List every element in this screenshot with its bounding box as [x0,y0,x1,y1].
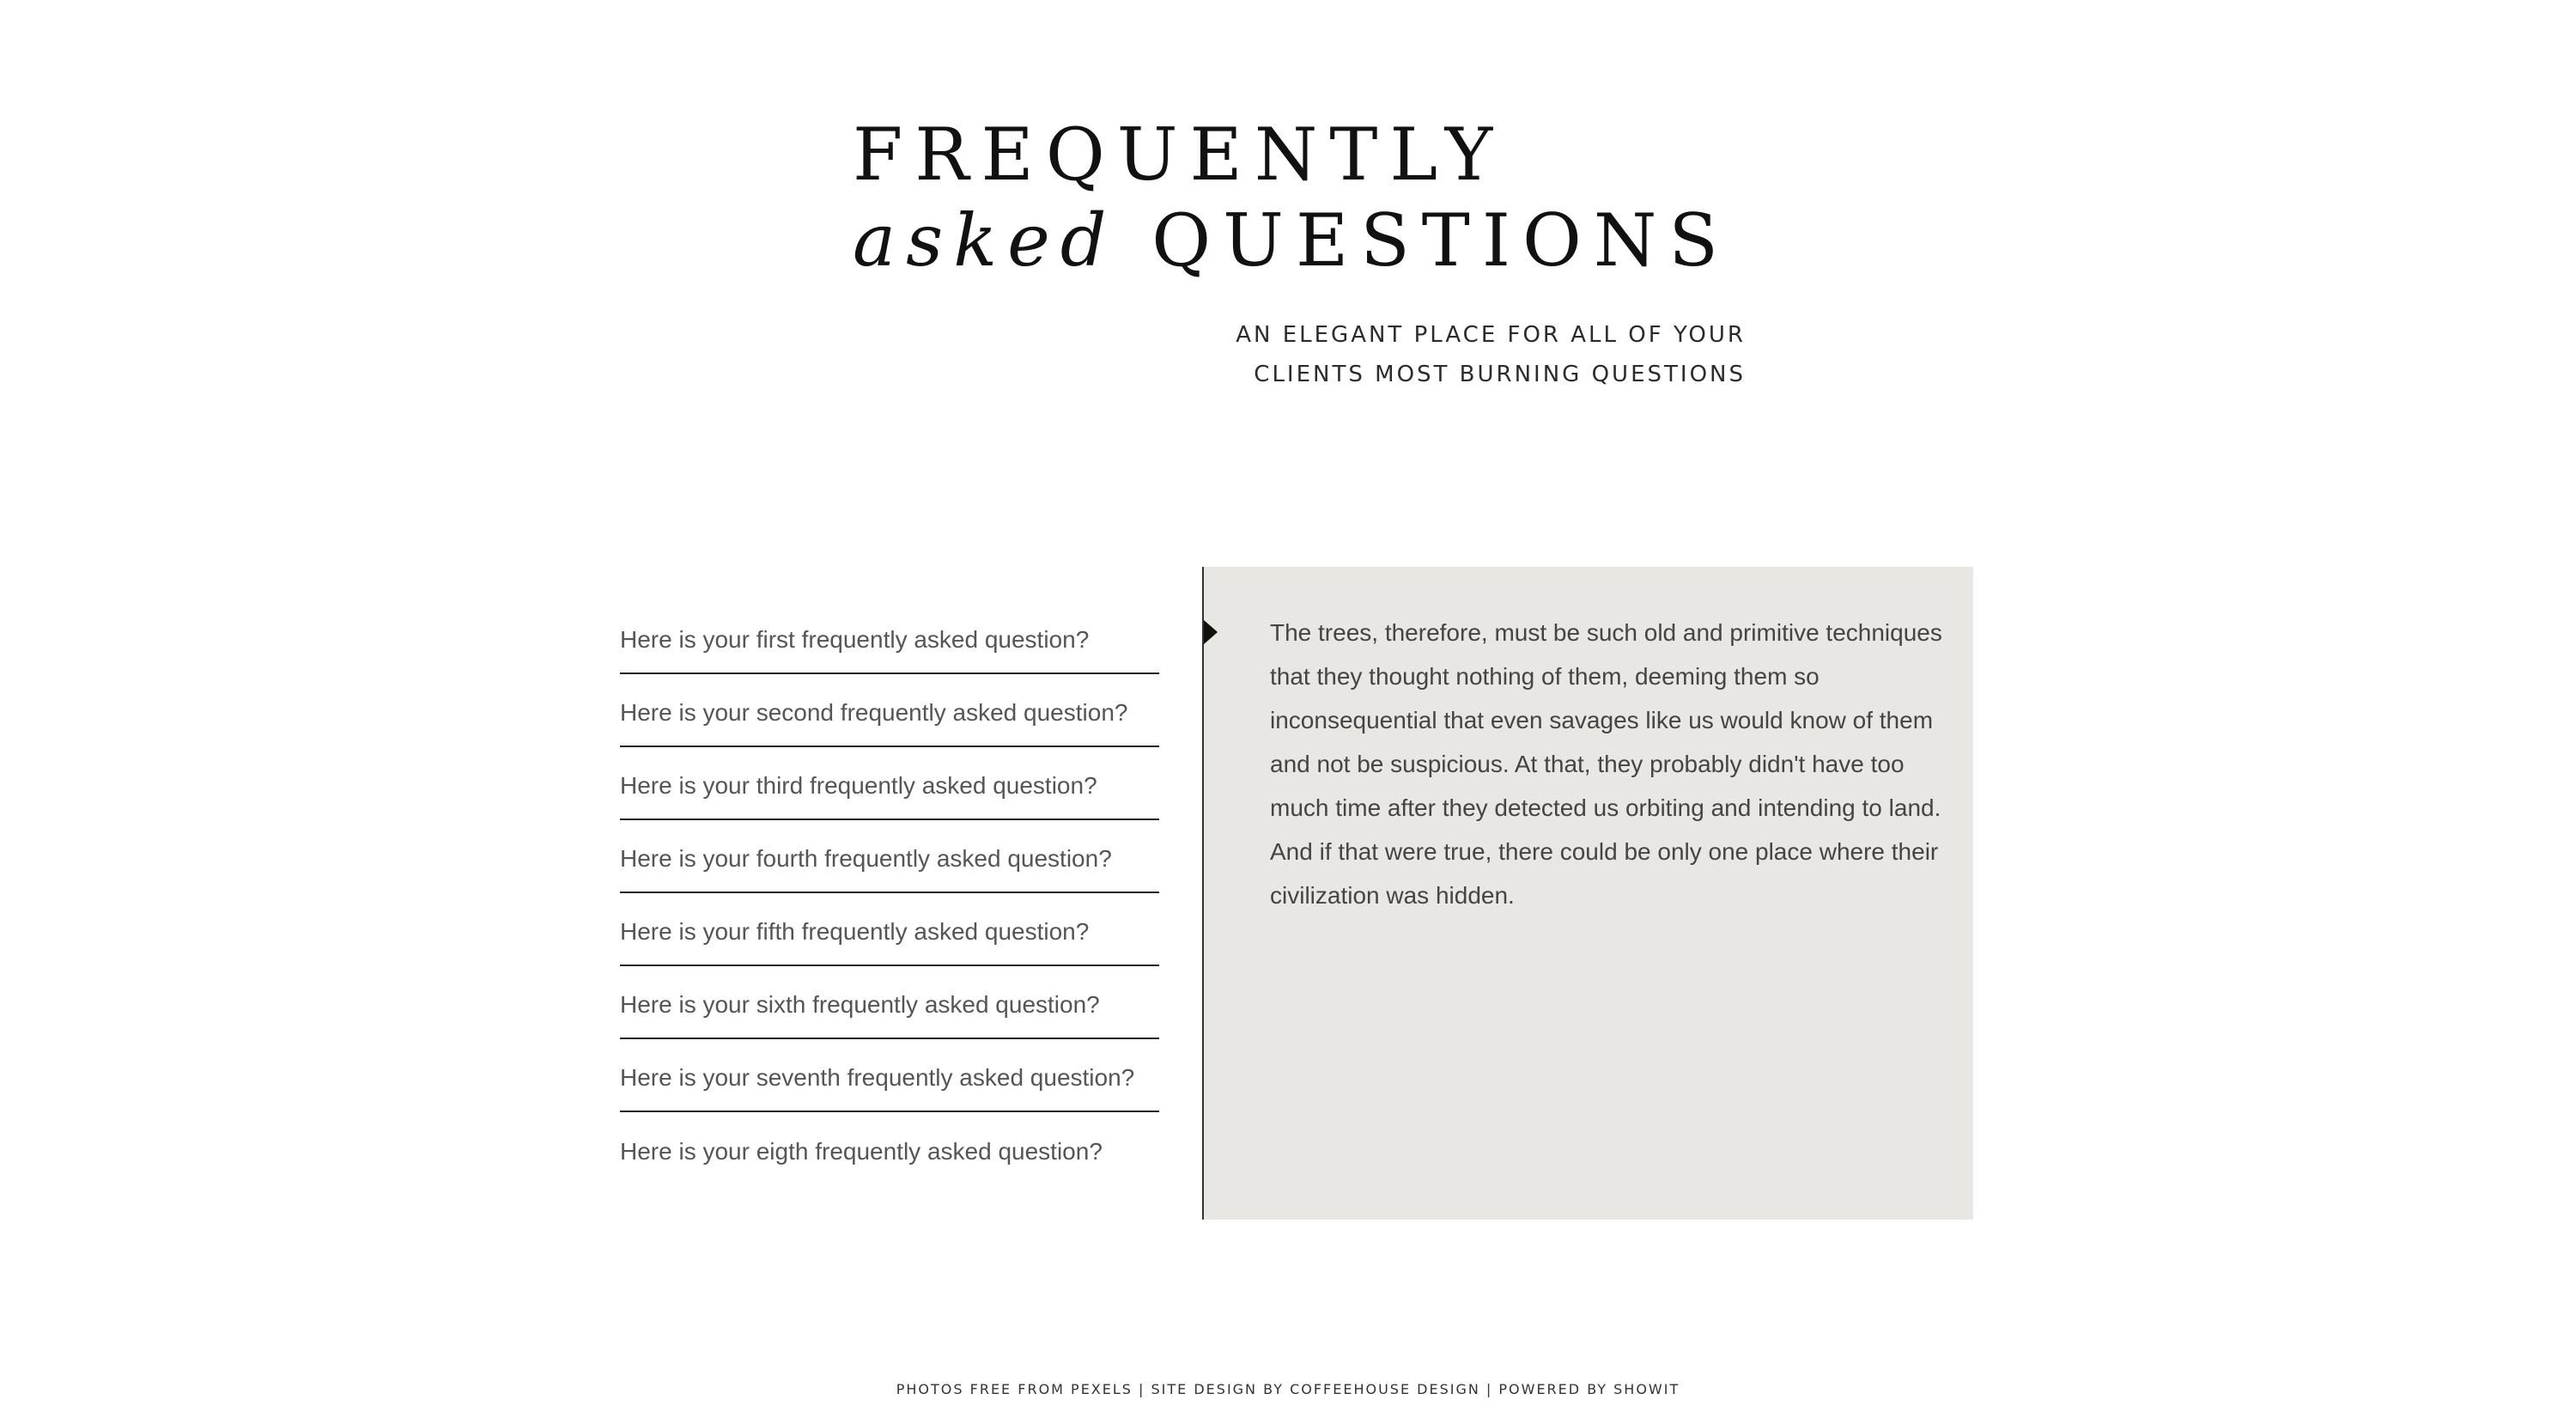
title-line-questions [853,198,1730,283]
title-line-frequently: FREQUENTLY [853,113,1505,197]
faq-question-label: Here is your seventh frequently asked question? [620,1063,1135,1091]
faq-question-3[interactable] [620,747,1159,820]
faq-question-2[interactable] [620,674,1159,747]
faq-question-label: Here is your second frequently asked question? [620,698,1128,726]
faq-question-7[interactable] [620,1039,1159,1112]
faq-answer-panel [1202,567,1973,1220]
faq-question-5[interactable] [620,893,1159,966]
active-pointer-icon [1204,620,1218,644]
faq-question-label: Here is your fifth frequently asked question? [620,917,1090,945]
subtitle-line-1: AN ELEGANT PLACE FOR ALL OF YOUR [1236,322,1746,348]
faq-question-1[interactable] [620,601,1159,674]
title-asked: asked [853,198,1117,283]
faq-question-label: Here is your first frequently asked question? [620,625,1090,653]
page-subtitle [1236,315,1746,394]
faq-question-8[interactable] [620,1112,1159,1185]
title-questions: QUESTIONS [1151,198,1730,283]
faq-question-4[interactable] [620,820,1159,893]
faq-question-list [620,601,1159,1185]
faq-question-6[interactable] [620,966,1159,1039]
faq-question-label: Here is your fourth frequently asked question? [620,844,1112,872]
faq-question-label: Here is your sixth frequently asked question? [620,990,1100,1018]
footer-credits: PHOTOS FREE FROM PEXELS | SITE DESIGN BY COFFEEHOUSE DESIGN | POWERED BY SHOWIT [896,1381,1680,1397]
subtitle-line-2: CLIENTS MOST BURNING QUESTIONS [1254,362,1746,387]
faq-question-label: Here is your eigth frequently asked question? [620,1137,1103,1165]
page-title [853,113,1730,283]
faq-question-label: Here is your third frequently asked question? [620,771,1097,799]
faq-answer-text: The trees, therefore, must be such old and primitive techniques that they thought nothing of them, deeming them so inconsequential that even savages like us would know of them and not be suspicious. At that, they probably didn't have too much time after they detected us orbiting and intending to land. And if that were true, there could be only one place where their civilization was hidden. [1270,619,1942,909]
